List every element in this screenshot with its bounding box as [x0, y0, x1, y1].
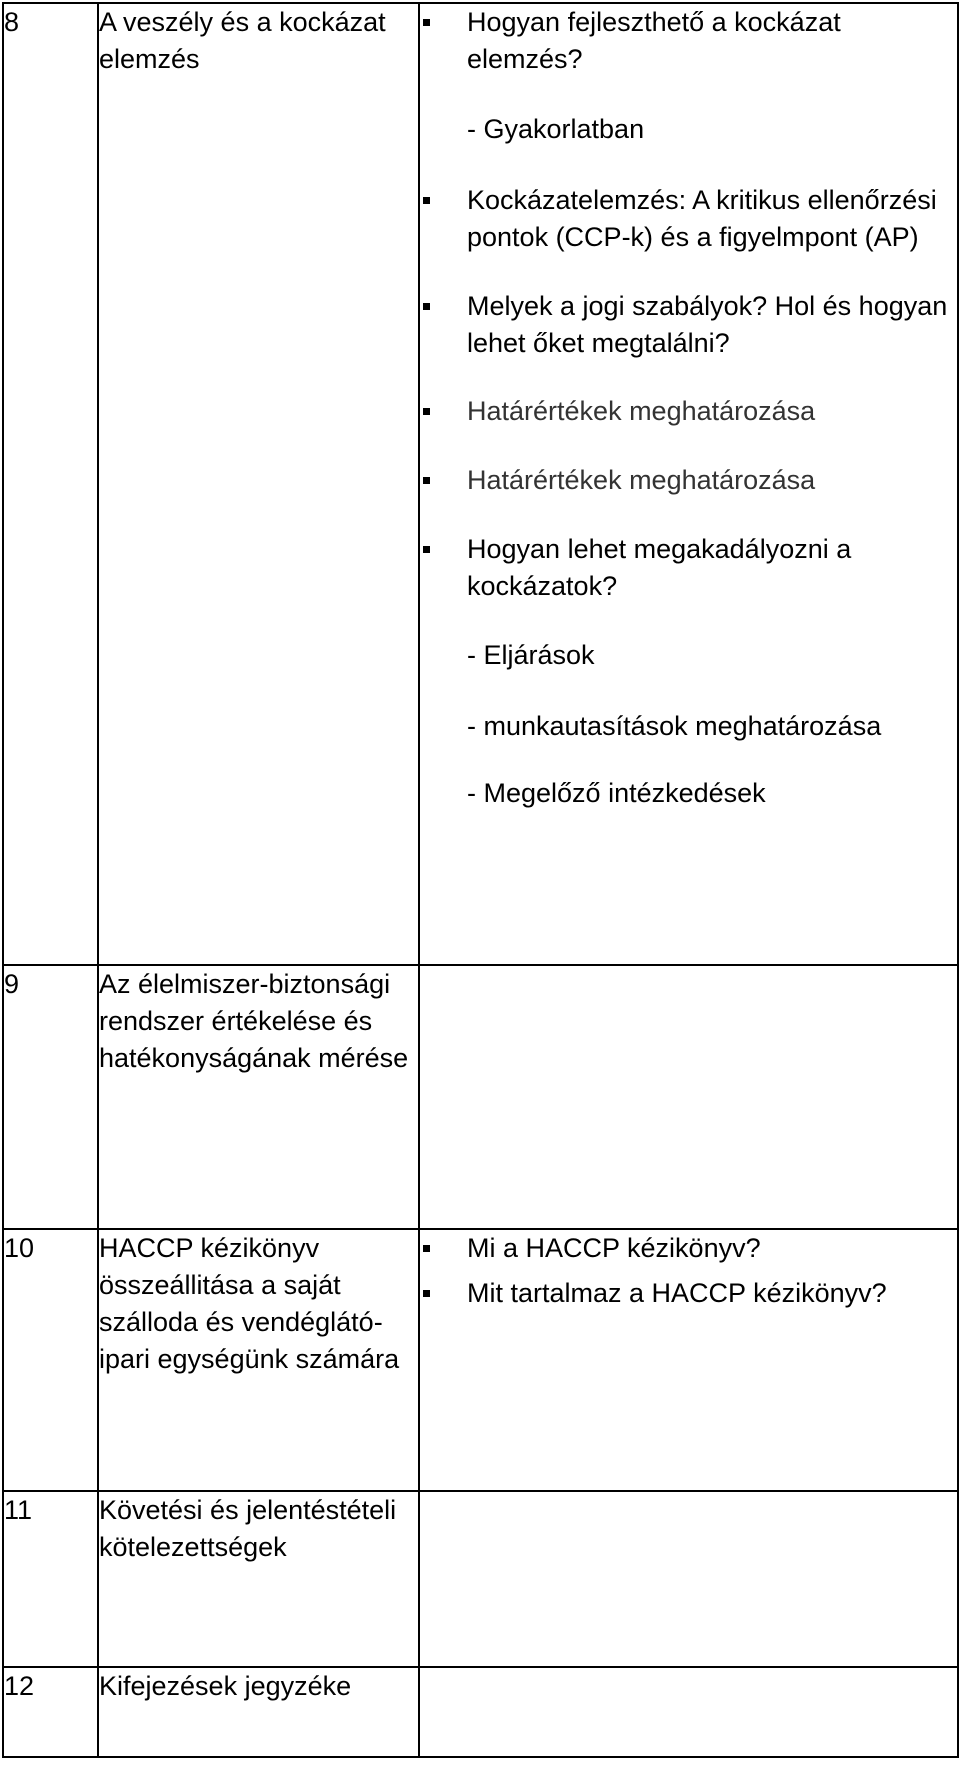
row-content: [419, 965, 958, 1229]
table-row: [3, 3, 958, 965]
bullet-item: Határértékek meghatározása: [420, 393, 957, 430]
row-number: 9: [3, 965, 98, 1229]
dash-item: - Megelőző intézkedések: [467, 778, 766, 808]
table-row: [3, 1491, 958, 1667]
row-content: [419, 1229, 958, 1491]
row-topic: HACCP kézikönyv összeállitása a saját szálloda és vendéglátó-ipari egységünk számára: [98, 1229, 419, 1491]
bullet-item: Mit tartalmaz a HACCP kézikönyv?: [420, 1275, 957, 1312]
table-row: [3, 1667, 958, 1757]
row-content: [419, 3, 958, 965]
bullet-item: Hogyan lehet megakadályozni a kockázatok?: [420, 531, 957, 605]
row-content: [419, 1491, 958, 1667]
bullet-item: Kockázatelemzés: A kritikus ellenőrzési pontok (CCP-k) és a figyelmpont (AP): [420, 182, 957, 256]
row-number: 12: [3, 1667, 98, 1757]
bullet-item: Mi a HACCP kézikönyv?: [420, 1230, 957, 1267]
row-content: [419, 1667, 958, 1757]
row-number: 10: [3, 1229, 98, 1491]
row-topic: Kifejezések jegyzéke: [98, 1667, 419, 1757]
dash-item: - Eljárások: [467, 640, 595, 670]
dash-item: - Gyakorlatban: [467, 114, 645, 144]
row-number: 8: [3, 3, 98, 965]
row-topic: Követési és jelentéstételi kötelezettségek: [98, 1491, 419, 1667]
dash-item: - munkautasítások meghatározása: [467, 711, 882, 741]
bullet-item: Melyek a jogi szabályok? Hol és hogyan lehet őket megtalálni?: [420, 288, 957, 362]
row-topic: Az élelmiszer-biztonsági rendszer értékelése és hatékonyságának mérése: [98, 965, 419, 1229]
table-row: [3, 965, 958, 1229]
bullet-item: Határértékek meghatározása: [420, 462, 957, 499]
table-row: [3, 1229, 958, 1491]
bullet-item: Hogyan fejleszthető a kockázat elemzés?: [420, 4, 957, 78]
row-number: 11: [3, 1491, 98, 1667]
curriculum-table: [2, 2, 959, 1758]
row-topic: A veszély és a kockázat elemzés: [98, 3, 419, 965]
